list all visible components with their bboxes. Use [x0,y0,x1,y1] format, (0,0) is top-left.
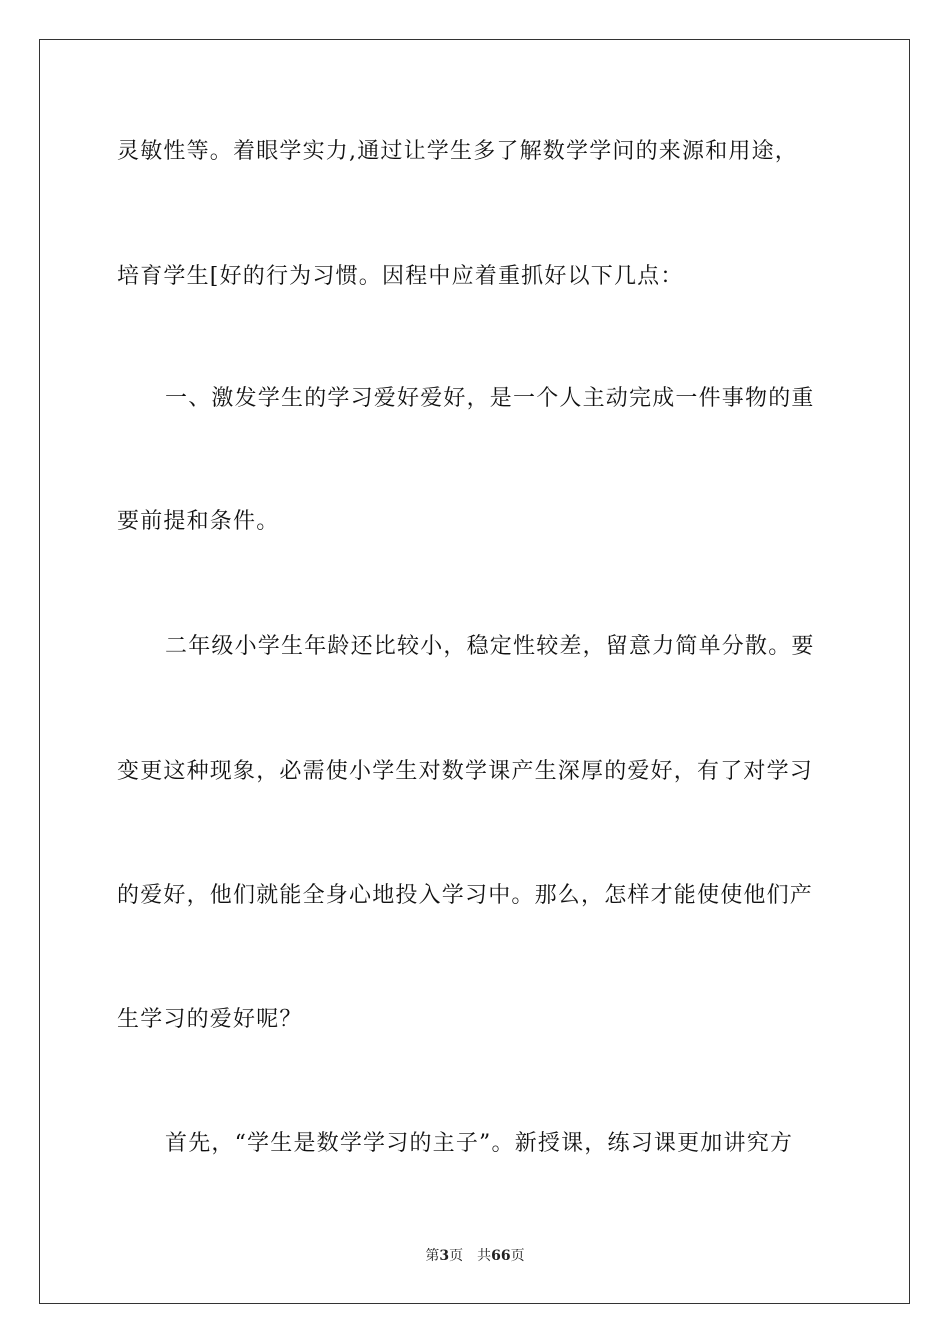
text-line: 的爱好，他们就能全身心地投入学习中。那么，怎样才能使使他们产 [117,883,814,908]
page-footer [0,1247,950,1265]
text-line: 变更这种现象，必需使小学生对数学课产生深厚的爱好，有了对学习 [117,759,814,784]
total-pages: 66 [491,1248,511,1264]
page-prefix: 第 [425,1248,440,1264]
total-suffix: 页 [510,1248,525,1264]
text-line: 一、激发学生的学习爱好爱好，是一个人主动完成一件事物的重 [165,386,815,411]
text-line: 培育学生[好的行为习惯。因程中应着重抓好以下几点： [117,264,684,289]
page-border [39,39,910,1304]
page-number: 3 [439,1248,450,1264]
text-line: 生学习的爱好呢？ [117,1007,303,1032]
page-suffix: 页 [449,1248,464,1264]
text-line: 二年级小学生年龄还比较小，稳定性较差，留意力简单分散。要 [165,634,815,659]
text-line: 首先，“学生是数学学习的主子”。新授课，练习课更加讲究方 [165,1131,794,1156]
total-prefix: 共 [477,1248,492,1264]
text-line: 灵敏性等。着眼学实力,通过让学生多了解数学学问的来源和用途， [117,139,798,164]
text-line: 要前提和条件。 [117,509,280,534]
